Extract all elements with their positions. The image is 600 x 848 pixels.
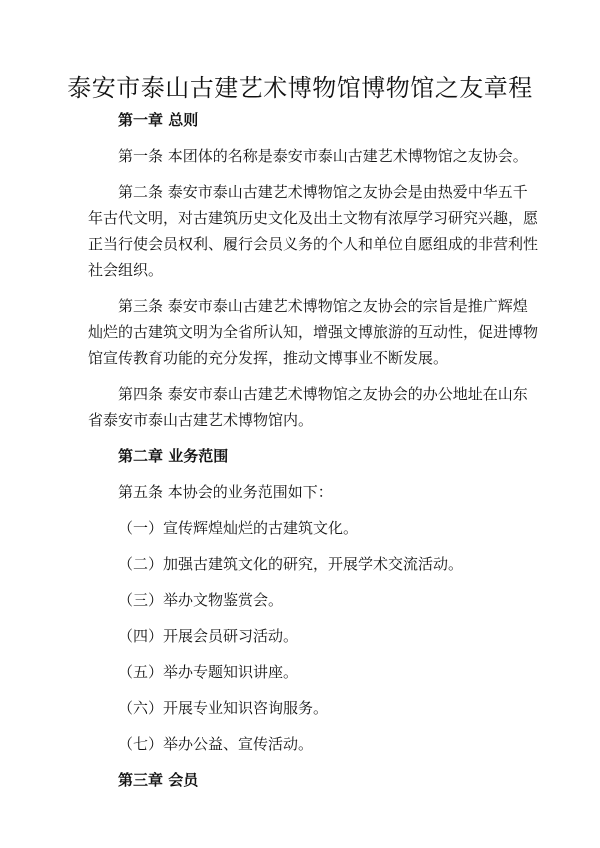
article-1: 第一条 本团体的名称是泰安市泰山古建艺术博物馆之友协会。 xyxy=(118,147,528,165)
document-title: 泰安市泰山古建艺术博物馆博物馆之友章程 xyxy=(67,74,533,102)
article-3-line-3: 馆宣传教育功能的充分发挥，推动文博事业不断发展。 xyxy=(88,349,449,367)
list-item: （七）举办公益、宣传活动。 xyxy=(118,735,314,753)
article-2-line-3: 正当行使会员权利、履行会员义务的个人和单位自愿组成的非营利性 xyxy=(88,235,539,253)
article-2-line-1: 第二条 泰安市泰山古建艺术博物馆之友协会是由热爱中华五千 xyxy=(118,183,528,201)
list-item: （一）宣传辉煌灿烂的古建筑文化。 xyxy=(118,519,359,537)
article-2-line-2: 年古代文明，对古建筑历史文化及出土文物有浓厚学习研究兴趣，愿 xyxy=(88,209,539,227)
chapter-3-heading: 第三章 会员 xyxy=(118,771,199,789)
article-4-line-1: 第四条 泰安市泰山古建艺术博物馆之友协会的办公地址在山东 xyxy=(118,385,528,403)
article-4-line-2: 省泰安市泰山古建艺术博物馆内。 xyxy=(88,411,314,429)
article-3-line-2: 灿烂的古建筑文明为全省所认知，增强文博旅游的互动性，促进博物 xyxy=(88,323,539,341)
list-item: （五）举办专题知识讲座。 xyxy=(118,663,299,681)
list-item: （二）加强古建筑文化的研究，开展学术交流活动。 xyxy=(118,555,464,573)
article-2-line-4: 社会组织。 xyxy=(88,261,164,279)
list-item: （四）开展会员研习活动。 xyxy=(118,627,299,645)
list-item: （三）举办文物鉴赏会。 xyxy=(118,591,284,609)
article-5: 第五条 本协会的业务范围如下： xyxy=(118,483,333,501)
chapter-1-heading: 第一章 总则 xyxy=(118,111,199,129)
list-item: （六）开展专业知识咨询服务。 xyxy=(118,699,329,717)
chapter-2-heading: 第二章 业务范围 xyxy=(118,447,229,465)
article-3-line-1: 第三条 泰安市泰山古建艺术博物馆之友协会的宗旨是推广辉煌 xyxy=(118,297,528,315)
